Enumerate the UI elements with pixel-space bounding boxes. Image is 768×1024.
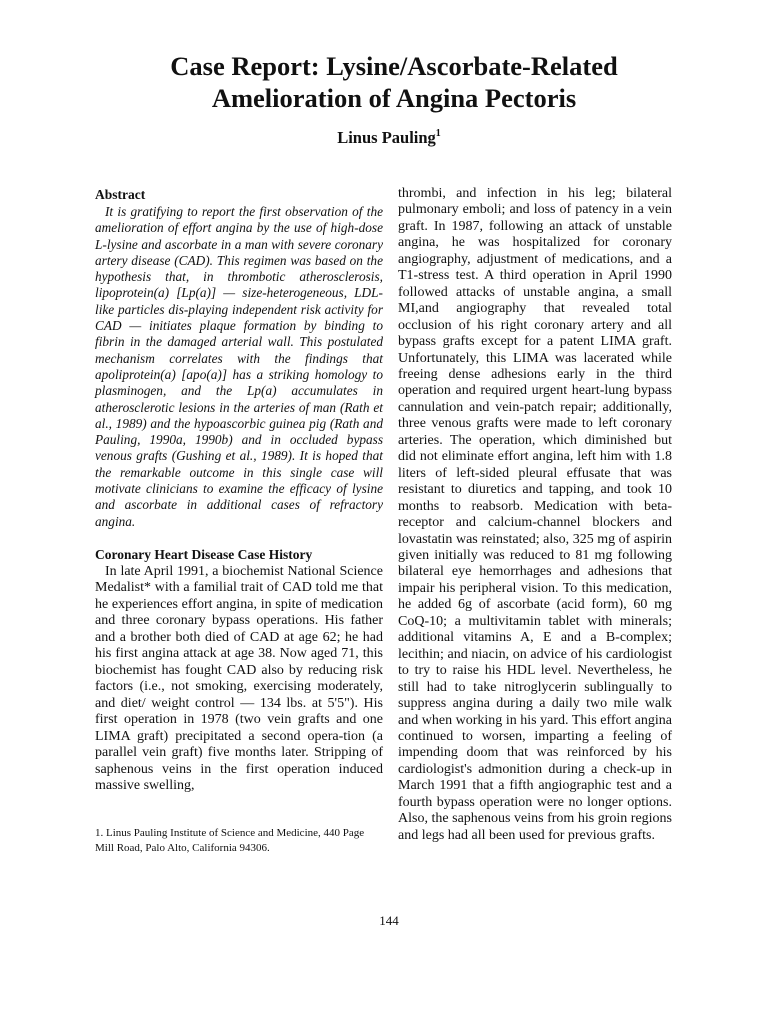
case-history-text-left: In late April 1991, a biochemist National Science Medalist* with a familial trait of CAD told me that he experiences effort angina, in spite of medication and three coronary bypass operations. His father and a brother both died of CAD at age 62; he had his first angina attack at age 38. Now aged 71, this biochemist has fought CAD also by reducing risk factors (i.e., not smoking, exercising moderately, and diet/ weight control — 134 lbs. at 5'5"). His first operation in 1978 (two vein grafts and one LIMA graft) precipitated a second opera-tion (a parallel vein graft) five months later. Stripping of saphenous veins in the first operation induced massive swelling, [95,563,383,794]
title-line-1: Case Report: Lysine/Ascorbate-Related [170,51,618,81]
affiliation-footnote: 1. Linus Pauling Institute of Science and Medicine, 440 Page Mill Road, Palo Alto, California 94306. [95,827,365,854]
right-column [398,186,672,844]
left-column [95,186,383,795]
case-history-text-right: thrombi, and infection in his leg; bilateral pulmonary emboli; and loss of patency in a vein graft. In 1987, following an attack of unstable angina, he was hospitalized for coronary angiography, adjustment of medications, and a T1-stress test. A third operation in April 1990 followed attacks of unstable angina, a small MI,and angiography that revealed total occlusion of his right coronary artery and all bypass grafts except for a patent LIMA graft. Unfortunately, this LIMA was lacerated while freeing dense adhesions early in the third operation and required urgent heart-lung bypass cannulation and vein-patch repair; additionally, three venous grafts were made to left coronary arteries. The operation, which diminished but did not eliminate effort angina, left him with 1.8 liters of left-sided pleural effusate that was resistant to diuretics and tapping, and took 10 months to reabsorb. Medication with beta-receptor and calcium-channel blockers and lovastatin was reinstated; also, 325 mg of aspirin given initially was reduced to 81 mg following bilateral eye hemorrhages and adhesions that impair his peripheral vision. To this medication, he added 6g of ascorbate (acid form), 60 mg CoQ-10; a multivitamin tablet with minerals; additional vitamins A, E and a B-complex; lecithin; and niacin, on advice of his cardiologist to try to raise his HDL level. Nevertheless, he still had to take nitroglycerin sublingually to suppress angina during a daily two mile walk and when working in his yard. This effort angina continued to worsen, imparting a feeling of impending doom that was reinforced by his cardiologist's admonition during a check-up in March 1991 that a fifth angiographic test and a fourth bypass operation were no longer options. Also, the saphenous veins from his groin regions and legs had all been used for previous grafts. [398,186,672,843]
case-history-heading: Coronary Heart Disease Case History [95,546,313,562]
abstract-heading: Abstract [95,187,146,202]
abstract-text: It is gratifying to report the first observation of the amelioration of effort angina by the use of high-dose L-lysine and ascorbate in a man with severe coronary artery disease (CAD). This regimen was based on the hypothesis that, in thrombotic atherosclerosis, lipoprotein(a) [Lp(a)] — size-heterogeneous, LDL-like particles dis-playing independent risk activity for CAD — initiates plaque formation by binding to fibrin in the damaged arterial wall. This postulated mechanism correlates with the findings that apoliprotein(a) [apo(a)] has a striking homology to plasminogen, and the Lp(a) accumulates in atherosclerotic lesions in the arteries of man (Rath et al., 1989) and the hypoascorbic guinea pig (Rath and Pauling, 1990a, 1990b) and in occluded bypass venous grafts (Gushing et al., 1989). It is hoped that the remarkable outcome in this single case will motivate clinicians to examine the efficacy of lysine and ascorbate in additional cases of refractory angina. [95,204,383,529]
page-number: 144 [379,913,399,928]
title-line-2: Amelioration of Angina Pectoris [211,83,577,113]
author-name: Linus Pauling [337,128,436,147]
author-footnote-mark: 1 [435,128,441,139]
author-line [0,128,768,148]
paper-title [60,50,728,114]
